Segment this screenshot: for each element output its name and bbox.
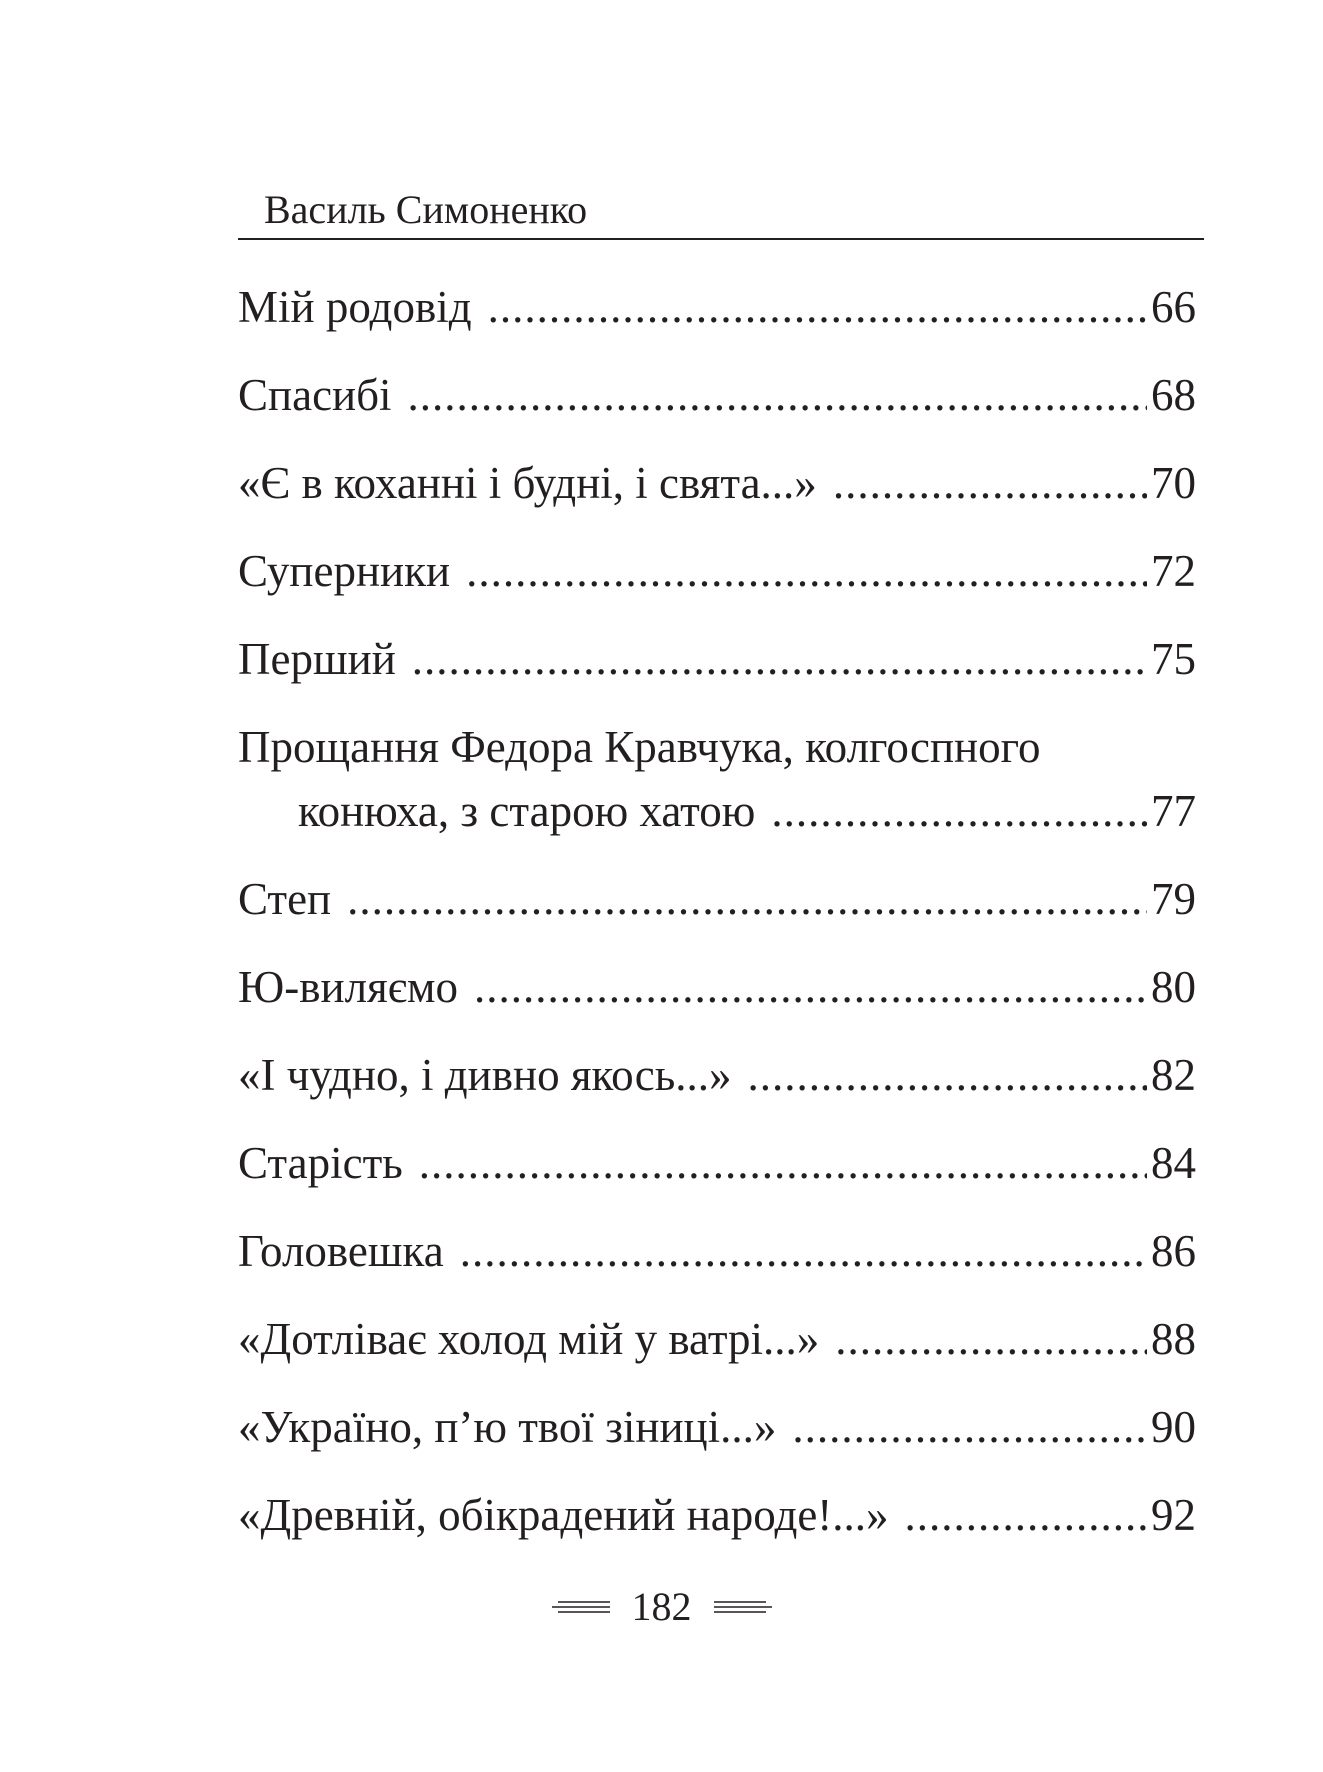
toc-entry-title: Старість — [238, 1138, 403, 1188]
toc-dot-leader — [488, 276, 1147, 338]
toc-entry-title-line2: конюха, з старою хатою — [298, 786, 756, 836]
toc-dot-leader — [792, 1396, 1147, 1458]
toc-entry-title: Головешка — [238, 1226, 444, 1276]
toc-entry-page: 75 — [1151, 634, 1196, 684]
toc-entry-first-line — [238, 716, 1196, 780]
toc-dot-leader — [771, 780, 1147, 842]
toc-entry-title-line1: Прощання Федора Кравчука, колгоспного — [238, 722, 1041, 772]
toc-entry-page: 79 — [1151, 874, 1196, 924]
toc-dot-leader — [460, 1220, 1147, 1282]
running-head-author: Василь Симоненко — [264, 187, 588, 232]
toc-entry — [238, 364, 1196, 452]
toc-dot-leader — [833, 452, 1147, 514]
toc-entry-page: 66 — [1151, 282, 1196, 332]
toc-entry — [238, 868, 1196, 956]
page-folio — [0, 1585, 1323, 1629]
toc-entry-title: «Дотліває холод мій у ватрі...» — [238, 1314, 820, 1364]
toc-entry-title: «Древній, обікрадений народе!...» — [238, 1490, 889, 1540]
toc-dot-leader — [419, 1132, 1147, 1194]
toc-entry-title: «Україно, п’ю твої зіниці...» — [238, 1402, 777, 1452]
toc-entry — [238, 452, 1196, 540]
toc-entry-title: Ю-виляємо — [238, 962, 459, 1012]
toc-entry — [238, 628, 1196, 716]
toc-entry-title: «Є в коханні і будні, і свята...» — [238, 458, 817, 508]
running-head — [238, 186, 1204, 240]
toc-entry — [238, 1484, 1196, 1572]
toc-entry — [238, 1396, 1196, 1484]
toc-entry — [238, 1308, 1196, 1396]
toc-entry-page: 88 — [1151, 1314, 1196, 1364]
toc-dot-leader — [412, 628, 1147, 690]
toc-entry-page: 80 — [1151, 962, 1196, 1012]
folio-right-rule-ornament — [714, 1599, 772, 1615]
toc-entry-page: 86 — [1151, 1226, 1196, 1276]
page-number: 182 — [631, 1584, 692, 1629]
toc-entry-page: 84 — [1151, 1138, 1196, 1188]
toc-entry-page: 92 — [1151, 1490, 1196, 1540]
table-of-contents — [238, 276, 1196, 1572]
toc-entry — [238, 1132, 1196, 1220]
toc-entry — [238, 956, 1196, 1044]
toc-dot-leader — [835, 1308, 1147, 1370]
toc-entry — [238, 540, 1196, 628]
toc-entry — [238, 1044, 1196, 1132]
toc-entry-title: Мій родовід — [238, 282, 472, 332]
toc-entry — [238, 276, 1196, 364]
toc-entry-title: Степ — [238, 874, 332, 924]
toc-entry-title: Суперники — [238, 546, 451, 596]
toc-dot-leader — [408, 364, 1147, 426]
toc-dot-leader — [474, 956, 1147, 1018]
toc-entry-title: Перший — [238, 634, 396, 684]
toc-entry-page: 77 — [1151, 786, 1196, 836]
toc-entry-title: Спасибі — [238, 370, 392, 420]
toc-dot-leader — [466, 540, 1147, 602]
toc-dot-leader — [747, 1044, 1147, 1106]
toc-entry-title: «І чудно, і дивно якось...» — [238, 1050, 732, 1100]
toc-dot-leader — [347, 868, 1147, 930]
toc-entry-continuation — [238, 780, 1196, 868]
toc-entry-page: 72 — [1151, 546, 1196, 596]
folio-left-rule-ornament — [552, 1599, 610, 1615]
toc-dot-leader — [905, 1484, 1147, 1546]
toc-entry-page: 90 — [1151, 1402, 1196, 1452]
toc-entry-page: 82 — [1151, 1050, 1196, 1100]
toc-entry-page: 70 — [1151, 458, 1196, 508]
toc-entry — [238, 1220, 1196, 1308]
toc-entry-page: 68 — [1151, 370, 1196, 420]
